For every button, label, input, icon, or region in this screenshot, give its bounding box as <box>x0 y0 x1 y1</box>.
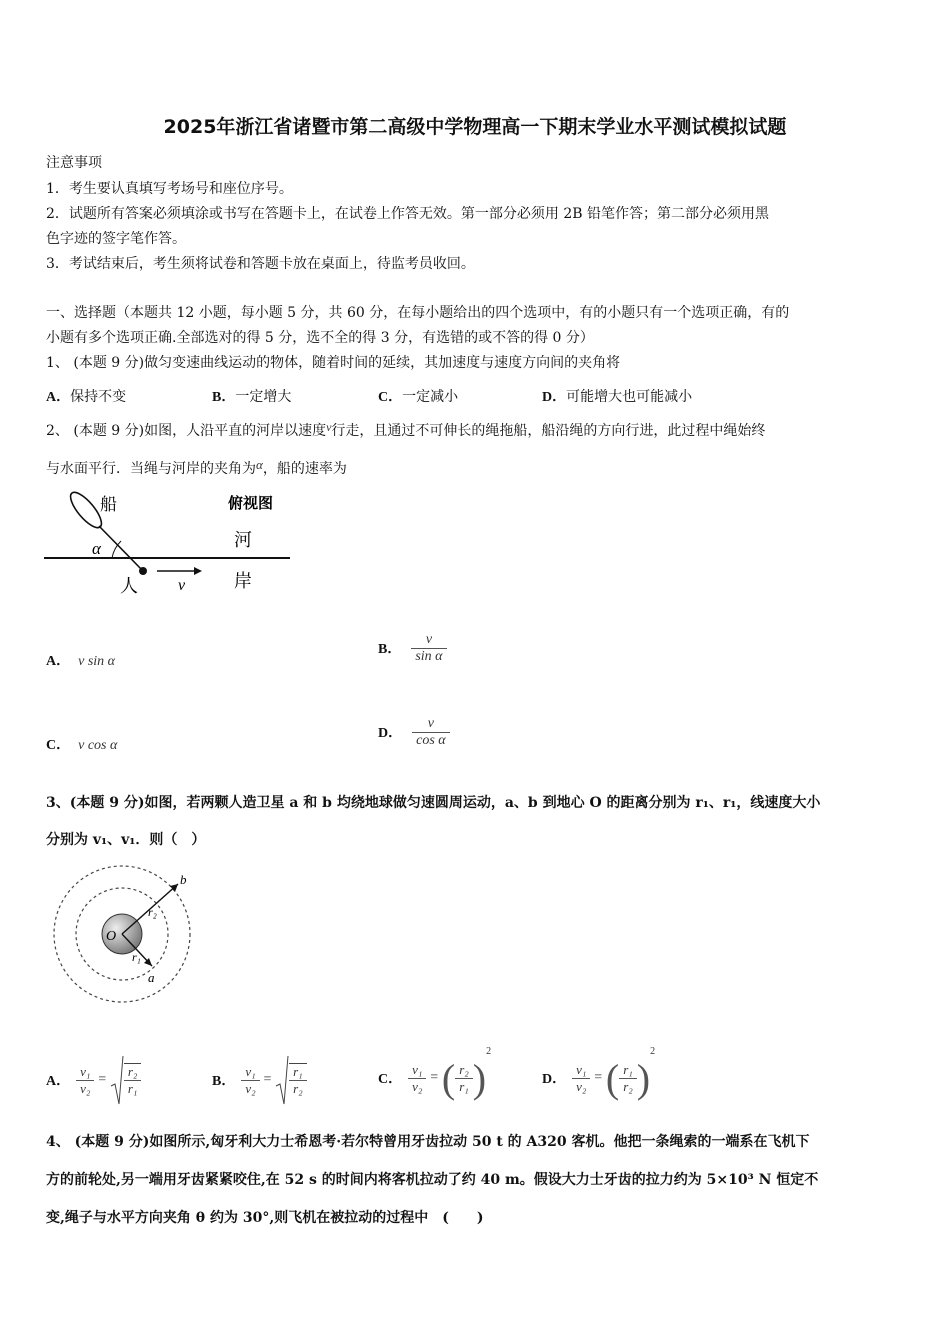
label-O: O <box>106 929 117 944</box>
q4-stem-line2: 方的前轮处,另一端用牙齿紧紧咬住,在 52 s 的时间内将客机拉动了约 40 m。假设大力士牙齿的拉力约为 5×10³ N 恒定不 <box>46 1172 819 1188</box>
notice-heading: 注意事项 <box>46 155 102 171</box>
notice-item-3: 3．考试结束后，考生须将试卷和答题卡放在桌面上，待监考员收回。 <box>46 256 475 272</box>
q1-option-b: B．一定增大 <box>212 389 292 405</box>
q3-stem-line2: 分别为 v₁、v₁．则（ ） <box>46 832 206 848</box>
label-bank: 岸 <box>234 571 252 592</box>
section-instructions-2: 小题有多个选项正确.全部选对的得 5 分，选不全的得 3 分，有选错的或不答的得 0 分） <box>46 330 594 346</box>
q2-option-a: A． v sin α <box>46 654 116 669</box>
sqrt-sign-b <box>275 1054 289 1106</box>
label-r1: r₁ <box>132 950 141 964</box>
label-river: 河 <box>234 530 252 551</box>
q2-stem-line2: 与水面平行．当绳与河岸的夹角为α，船的速率为 <box>46 457 347 477</box>
person-dot <box>139 567 147 575</box>
q1-option-d: D．可能增大也可能减小 <box>542 389 693 405</box>
q3-stem-line1: 3、(本题 9 分)如图，若两颗人造卫星 a 和 b 均绕地球做匀速圆周运动，a、b 到地心 O 的距离分别为 r₁、r₁，线速度大小 <box>46 795 821 811</box>
q1-option-c: C．一定减小 <box>378 389 459 405</box>
q4-stem-line3: 变,绳子与水平方向夹角 θ 约为 30°,则飞机在被拉动的过程中 ( ) <box>46 1210 484 1226</box>
q2-option-d: D． $\frac{v}{\text{cos α}}$ <box>378 708 450 756</box>
q3-option-d: D． $\frac{\text{v₁}}{\text{v₂}}$ = ( $\frac{\text{r₁}}{\text{r₂}}$ ) 2 <box>542 1046 656 1101</box>
label-boat: 船 <box>100 495 117 515</box>
notice-item-2: 2．试题所有答案必须填涂或书写在答题卡上，在试卷上作答无效。第一部分必须用 2B 铅笔作答；第二部分必须用黑 <box>46 206 769 222</box>
label-alpha: α <box>92 539 101 558</box>
rope-line <box>99 526 143 571</box>
q1-option-a: A．保持不变 <box>46 389 127 405</box>
label-person: 人 <box>120 576 138 597</box>
sqrt-sign-a <box>110 1054 124 1106</box>
q3-option-b: B． $\frac{\text{v₁}}{\text{v₂}}$ = $\frac{\text{r₁}}{\text{r₂}}$ <box>212 1048 307 1112</box>
q2-option-c: C． v cos α <box>46 738 118 753</box>
page-title: 2025年浙江省诸暨市第二高级中学物理高一下期末学业水平测试模拟试题 <box>163 116 787 138</box>
q2-stem-line1: 2、 (本题 9 分)如图，人沿平直的河岸以速度v行走，且通过不可伸长的绳拖船，船沿绳的方向行进，此过程中绳始终 <box>46 420 766 439</box>
label-view: 俯视图 <box>228 494 274 512</box>
q4-stem-line1: 4、 (本题 9 分)如图所示,匈牙利大力士希恩考·若尔特曾用牙齿拉动 50 t 的 A320 客机。他把一条绳索的一端系在飞机下 <box>46 1134 810 1150</box>
q3-orbit-figure <box>48 864 198 1004</box>
label-a: a <box>148 970 155 985</box>
label-b: b <box>180 872 187 887</box>
q1-stem: 1、 (本题 9 分)做匀变速曲线运动的物体，随着时间的延续，其加速度与速度方向间的夹角将 <box>46 355 621 371</box>
q2-boat-figure <box>44 486 294 598</box>
section-instructions-1: 一、选择题（本题共 12 小题，每小题 5 分，共 60 分，在每小题给出的四个选项中，有的小题只有一个选项正确，有的 <box>46 305 790 321</box>
notice-item-2-cont: 色字迹的签字笔作答。 <box>46 231 186 247</box>
notice-item-1: 1．考生要认真填写考场号和座位序号。 <box>46 181 293 197</box>
q2-option-b: B． $\frac{v}{\text{sin α}}$ <box>378 624 447 672</box>
label-r2: r₂ <box>148 905 157 919</box>
label-v: v <box>178 577 186 594</box>
q3-option-c: C． $\frac{\text{v₁}}{\text{v₂}}$ = ( $\frac{\text{r₂}}{\text{r₁}}$ ) 2 <box>378 1046 492 1101</box>
q3-option-a: A． $\frac{\text{v₁}}{\text{v₂}}$ = $\frac{\text{r₂}}{\text{r₁}}$ <box>46 1048 141 1112</box>
